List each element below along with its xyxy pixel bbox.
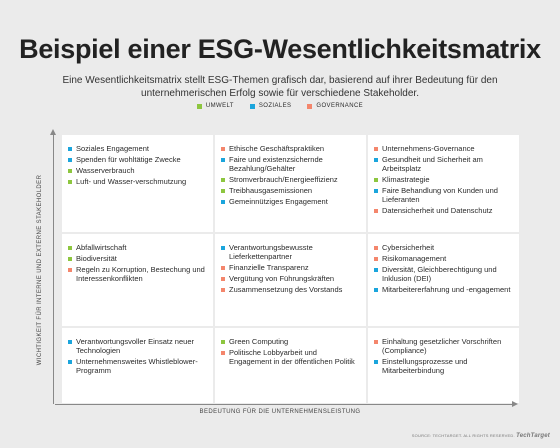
matrix-item	[221, 186, 360, 195]
materiality-grid	[62, 135, 519, 399]
legend	[0, 103, 560, 109]
matrix-item	[374, 175, 513, 184]
matrix-item-label: Soziales Engagement	[76, 144, 149, 153]
category-dot-soziales	[68, 360, 72, 364]
subtitle: Eine Wesentlichkeitsmatrix stellt ESG-Themen grafisch dar, basierend auf ihrer Bedeutung für den unternehmerischen Erfolg sowie für verschiedene Stakeholder.	[62, 75, 498, 99]
matrix-item	[374, 206, 513, 215]
matrix-item	[221, 155, 360, 173]
matrix-item	[68, 166, 207, 175]
matrix-item-label: Regeln zu Korruption, Bestechung und Interessenkonflikten	[76, 265, 205, 283]
matrix-item	[68, 177, 207, 186]
x-axis-arrow-icon	[512, 401, 518, 407]
matrix-item-label: Unternehmensweites Whistleblower-Programm	[76, 357, 198, 375]
matrix-item	[374, 337, 513, 355]
matrix-item	[68, 243, 207, 252]
matrix-item	[68, 155, 207, 164]
category-dot-soziales	[374, 189, 378, 193]
y-axis-label-text: WICHTIGKEIT FÜR INTERNE UND EXTERNE STAKEHOLDER	[37, 174, 43, 366]
credit-text: SOURCE: TECHTARGET. ALL RIGHTS RESERVED.	[411, 433, 515, 438]
grid-cell-r1-c3	[368, 135, 519, 232]
matrix-item-label: Zusammensetzung des Vorstands	[229, 285, 343, 294]
category-dot-governance	[221, 266, 225, 270]
category-dot-umwelt	[68, 169, 72, 173]
category-dot-soziales	[374, 360, 378, 364]
matrix-item-label: Diversität, Gleichberechtigung und Inklusion (DEI)	[382, 265, 497, 283]
matrix-item	[221, 144, 360, 153]
category-dot-governance	[374, 246, 378, 250]
matrix-item	[221, 175, 360, 184]
matrix-item-label: Wasserverbrauch	[76, 166, 135, 175]
category-dot-governance	[374, 340, 378, 344]
matrix-item	[68, 265, 207, 283]
category-dot-governance	[374, 209, 378, 213]
grid-cell-r1-c1	[62, 135, 213, 232]
legend-label-soziales: SOZIALES	[258, 103, 292, 109]
x-axis-label: BEDEUTUNG FÜR DIE UNTERNEHMENSLEISTUNG	[199, 409, 361, 415]
legend-item-governance	[307, 103, 363, 109]
matrix-item-label: Gemeinnütziges Engagement	[229, 197, 328, 206]
matrix-item-label: Gesundheit und Sicherheit am Arbeitsplatz	[382, 155, 483, 173]
category-dot-soziales	[68, 147, 72, 151]
category-dot-governance	[374, 257, 378, 261]
matrix-item	[374, 285, 513, 294]
matrix-item-label: Risikomanagement	[382, 254, 447, 263]
matrix-item-label: Politische Lobbyarbeit und Engagement in der öffentlichen Politik	[229, 348, 355, 366]
matrix-item-label: Finanzielle Transparenz	[229, 263, 309, 272]
matrix-item-label: Unternehmens-Governance	[382, 144, 475, 153]
page-title: Beispiel einer ESG-Wesentlichkeitsmatrix	[19, 34, 541, 64]
matrix-item-label: Verantwortungsvoller Einsatz neuer Technologien	[76, 337, 194, 355]
category-dot-umwelt	[68, 257, 72, 261]
matrix-item	[221, 348, 360, 366]
category-dot-governance	[221, 288, 225, 292]
legend-item-soziales	[250, 103, 292, 109]
matrix-item-label: Spenden für wohltätige Zwecke	[76, 155, 181, 164]
grid-cell-r1-c2	[215, 135, 366, 232]
category-dot-umwelt	[221, 178, 225, 182]
matrix-item-label: Klimastrategie	[382, 175, 430, 184]
matrix-item	[374, 265, 513, 283]
matrix-item	[221, 274, 360, 283]
matrix-item	[374, 155, 513, 173]
legend-item-umwelt	[197, 103, 234, 109]
grid-cell-r2-c1	[62, 234, 213, 326]
legend-swatch-soziales	[250, 104, 255, 109]
category-dot-governance	[374, 147, 378, 151]
grid-cell-r3-c3	[368, 328, 519, 403]
matrix-item	[68, 337, 207, 355]
matrix-item-label: Biodiversität	[76, 254, 117, 263]
matrix-item-label: Abfallwirtschaft	[76, 243, 127, 252]
matrix-item	[374, 357, 513, 375]
matrix-item-label: Einstellungsprozesse und Mitarbeiterbindung	[382, 357, 468, 375]
legend-swatch-governance	[307, 104, 312, 109]
matrix-item-label: Luft- und Wasser-verschmutzung	[76, 177, 187, 186]
category-dot-soziales	[221, 158, 225, 162]
matrix-item	[374, 243, 513, 252]
matrix-item	[374, 254, 513, 263]
matrix-item-label: Ethische Geschäftspraktiken	[229, 144, 325, 153]
x-axis-line	[55, 404, 514, 405]
category-dot-soziales	[221, 200, 225, 204]
matrix-item	[374, 144, 513, 153]
matrix-item-label: Faire und existenzsichernde Bezahlung/Gehälter	[229, 155, 323, 173]
legend-label-governance: GOVERNANCE	[316, 103, 364, 109]
credit	[412, 433, 550, 439]
category-dot-governance	[221, 147, 225, 151]
matrix-item	[221, 243, 360, 261]
matrix-item-label: Einhaltung gesetzlicher Vorschriften (Compliance)	[382, 337, 502, 355]
category-dot-governance	[221, 351, 225, 355]
matrix-item	[221, 197, 360, 206]
category-dot-umwelt	[68, 246, 72, 250]
matrix-item-label: Treibhausgasemissionen	[229, 186, 313, 195]
matrix-item	[221, 263, 360, 272]
category-dot-soziales	[374, 158, 378, 162]
category-dot-umwelt	[374, 178, 378, 182]
category-dot-soziales	[374, 288, 378, 292]
category-dot-soziales	[221, 246, 225, 250]
category-dot-soziales	[68, 158, 72, 162]
matrix-item-label: Stromverbrauch/Energieeffizienz	[229, 175, 338, 184]
matrix-item	[68, 357, 207, 375]
grid-cell-r2-c3	[368, 234, 519, 326]
grid-cell-r3-c2	[215, 328, 366, 403]
legend-swatch-umwelt	[197, 104, 202, 109]
category-dot-governance	[68, 268, 72, 272]
legend-label-umwelt: UMWELT	[205, 103, 234, 109]
brand-logo: TechTarget	[516, 433, 550, 439]
category-dot-governance	[221, 277, 225, 281]
matrix-item-label: Datensicherheit und Datenschutz	[382, 206, 493, 215]
category-dot-soziales	[374, 268, 378, 272]
grid-cell-r3-c1	[62, 328, 213, 403]
matrix-item-label: Faire Behandlung von Kunden und Lieferanten	[382, 186, 498, 204]
matrix-item	[221, 337, 360, 346]
category-dot-umwelt	[221, 189, 225, 193]
matrix-item-label: Green Computing	[229, 337, 289, 346]
y-axis-line	[53, 133, 54, 404]
grid-cell-r2-c2	[215, 234, 366, 326]
matrix-item	[374, 186, 513, 204]
category-dot-umwelt	[68, 180, 72, 184]
matrix-item-label: Mitarbeitererfahrung und -engagement	[382, 285, 511, 294]
matrix-item	[221, 285, 360, 294]
category-dot-soziales	[68, 340, 72, 344]
matrix-item-label: Cybersicherheit	[382, 243, 435, 252]
matrix-item	[68, 254, 207, 263]
category-dot-umwelt	[221, 340, 225, 344]
matrix-item	[68, 144, 207, 153]
matrix-item-label: Verantwortungsbewusste Lieferkettenpartner	[229, 243, 313, 261]
matrix-item-label: Vergütung von Führungskräften	[229, 274, 335, 283]
